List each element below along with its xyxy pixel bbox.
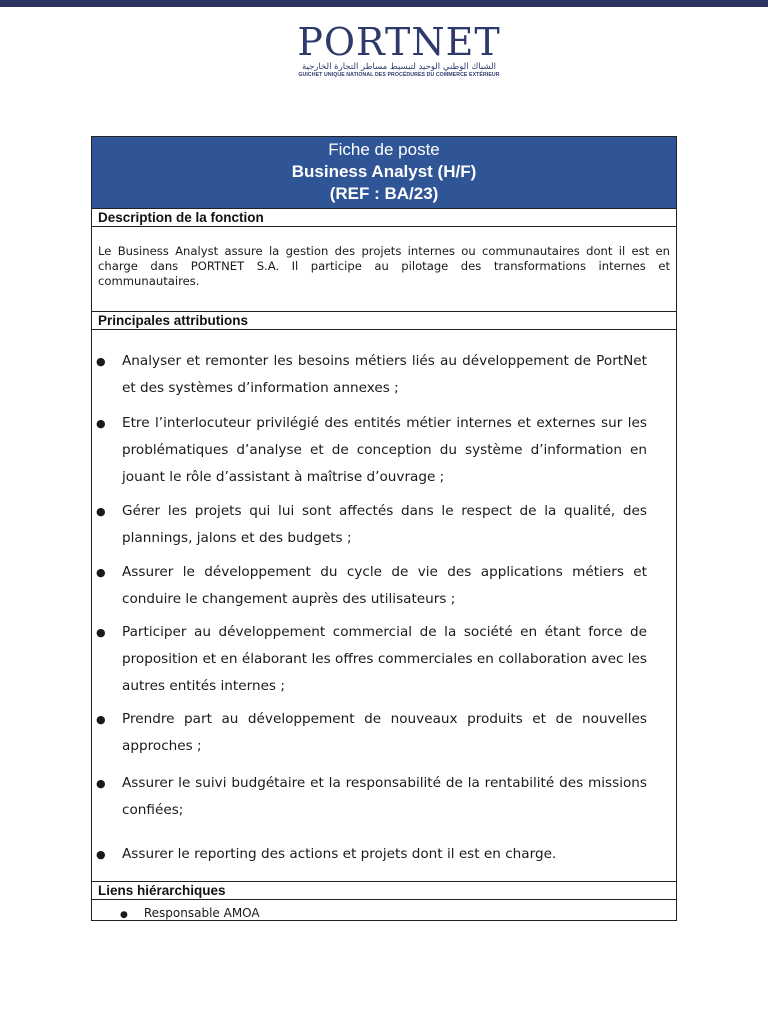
bullet-icon: ● <box>96 417 106 430</box>
list-item: ● Gérer les projets qui lui sont affectés dans le respect de la qualité, des plannings, jalons et des budgets ; <box>92 498 647 552</box>
list-item: ● Analyser et remonter les besoins métiers liés au développement de PortNet et des systèmes d’information annexes ; <box>92 348 647 402</box>
bullet-icon: ● <box>96 355 106 368</box>
divider <box>92 881 676 882</box>
list-item: ● Responsable AMOA <box>120 906 260 920</box>
attributions-title: Principales attributions <box>98 313 249 328</box>
list-item: ● Prendre part au développement de nouveaux produits et de nouvelles approches ; <box>92 706 647 760</box>
top-bar <box>0 0 768 7</box>
header-line-2: Business Analyst (H/F) <box>291 162 477 181</box>
logo-subtitle: GUICHET UNIQUE NATIONAL DES PROCÉDURES DU COMMERCE EXTÉRIEUR <box>298 72 500 78</box>
bullet-icon: ● <box>96 777 106 790</box>
divider <box>92 329 676 330</box>
list-item: ● Assurer le suivi budgétaire et la responsabilité de la rentabilité des missions confiées; <box>92 770 647 824</box>
divider <box>92 899 676 900</box>
description-text: Le Business Analyst assure la gestion des projets internes ou communautaires dont il est en charge dans PORTNET S.A. Il participe au pilotage des transformations internes et communautaires. <box>98 244 670 288</box>
job-header <box>92 137 676 208</box>
logo-name: PORTNET <box>297 20 501 64</box>
header-line-1: Fiche de poste <box>328 140 440 159</box>
bullet-icon: ● <box>96 505 106 518</box>
job-sheet-table <box>91 136 677 921</box>
list-item: ● Assurer le reporting des actions et projets dont il est en charge. <box>92 841 647 868</box>
list-item: ● Assurer le développement du cycle de vie des applications métiers et conduire le changement auprès des utilisateurs ; <box>92 559 647 613</box>
bullet-icon: ● <box>120 910 128 920</box>
bullet-icon: ● <box>96 566 106 579</box>
logo-arabic-text: الشباك الوطني الوحيد لتبسيط مساطر التجارة الخارجية <box>301 62 497 72</box>
bullet-icon: ● <box>96 848 106 861</box>
logo-wordmark <box>290 22 508 62</box>
list-item: ● Etre l’interlocuteur privilégié des entités métier internes et externes sur les problématiques d’analyse et de conception du système d’information en jouant le rôle d’assistant à maîtrise d’ouvrage ; <box>92 410 647 491</box>
portnet-logo <box>290 22 508 82</box>
liens-title: Liens hiérarchiques <box>98 883 226 898</box>
divider <box>92 226 676 227</box>
list-item: ● Participer au développement commercial de la société en étant force de proposition et en élaborant les offres commerciales en collaboration avec les autres entités internes ; <box>92 619 647 700</box>
divider <box>92 311 676 312</box>
bullet-icon: ● <box>96 713 106 726</box>
bullet-icon: ● <box>96 626 106 639</box>
divider <box>92 208 676 209</box>
description-title: Description de la fonction <box>98 210 264 225</box>
header-line-3: (REF : BA/23) <box>329 184 439 203</box>
